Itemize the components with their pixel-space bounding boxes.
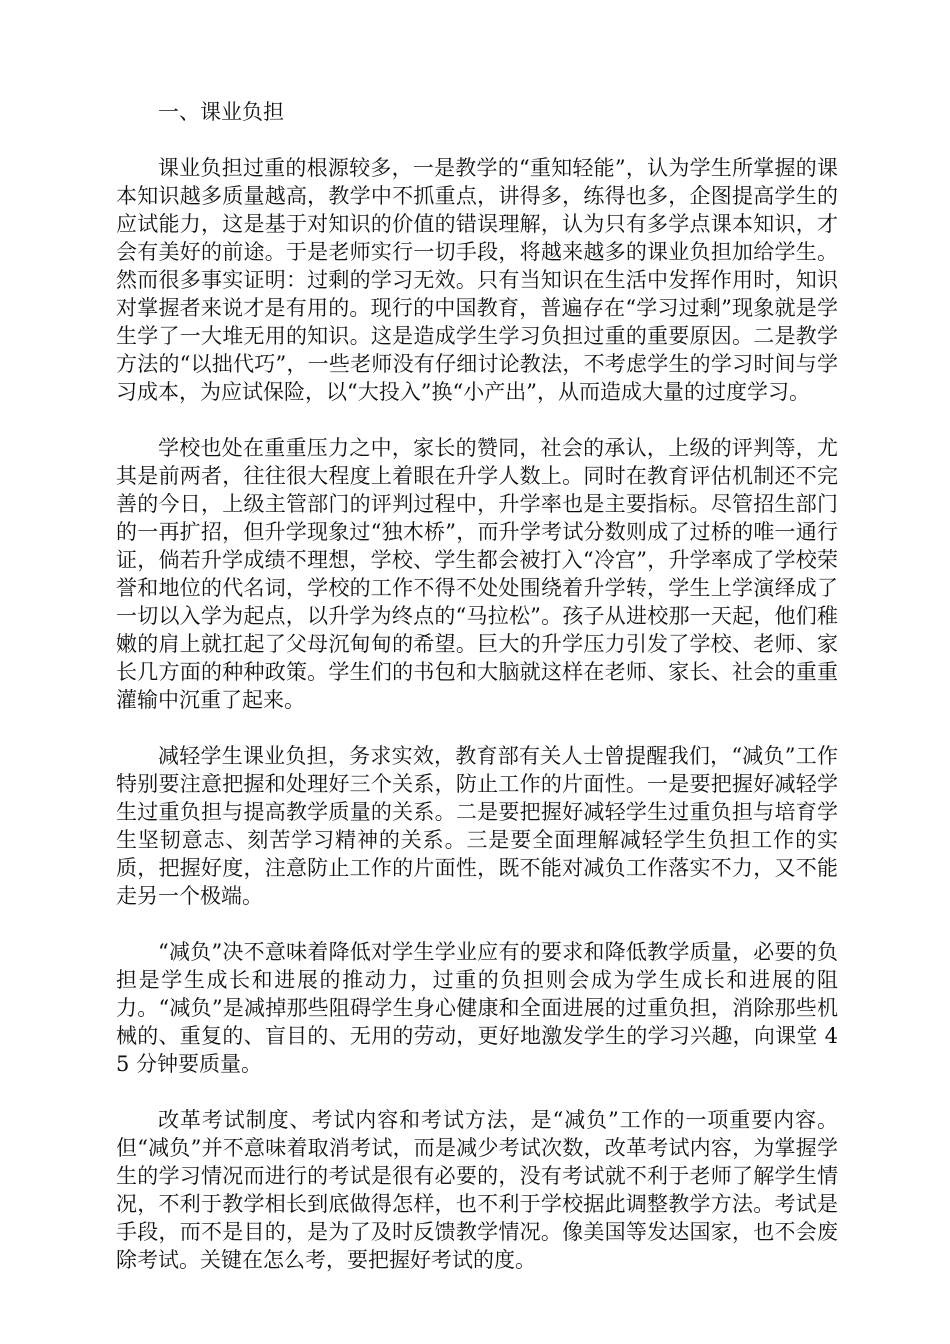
document-body xyxy=(116,98,838,1274)
paragraph-4: “减负”决不意味着降低对学生学业应有的要求和降低教学质量，必要的负担是学生成长和进展的推动力，过重的负担则会成为学生成长和进展的阻力。“减负”是减掉那些阻碍学生身心健康和全面进展的过重负担，消除那些机械的、重复的、盲目的、无用的劳动，更好地激发学生的学习兴趣，向课堂 45 分钟要质量。 xyxy=(116,940,838,1076)
paragraph-2: 学校也处在重重压力之中，家长的赞同，社会的承认，上级的评判等，尤其是前两者，往往很大程度上着眼在升学人数上。同时在教育评估机制还不完善的今日，上级主管部门的评判过程中，升学率也是主要指标。尽管招生部门的一再扩招，但升学现象过“独木桥”，而升学考试分数则成了过桥的唯一通行证，倘若升学成绩不理想，学校、学生都会被打入“冷宫”，升学率成了学校荣誉和地位的代名词，学校的工作不得不处处围绕着升学转，学生上学演绎成了一切以入学为起点，以升学为终点的“马拉松”。孩子从进校那一天起，他们稚嫩的肩上就扛起了父母沉甸甸的希望。巨大的升学压力引发了学校、老师、家长几方面的种种政策。学生们的书包和大脑就这样在老师、家长、社会的重重灌输中沉重了起来。 xyxy=(116,436,838,712)
paragraph-5: 改革考试制度、考试内容和考试方法，是“减负”工作的一项重要内容。但“减负”并不意味着取消考试，而是减少考试次数，改革考试内容，为掌握学生的学习情况而进行的考试是很有必要的，没有考试就不利于老师了解学生情况，不利于教学相长到底做得怎样，也不利于学校据此调整教学方法。考试是手段，而不是目的，是为了及时反馈教学情况。像美国等发达国家，也不会废除考试。关键在怎么考，要把握好考试的度。 xyxy=(116,1108,838,1272)
paragraph-1: 课业负担过重的根源较多，一是教学的“重知轻能”，认为学生所掌握的课本知识越多质量越高，教学中不抓重点，讲得多，练得也多，企图提高学生的应试能力，这是基于对知识的价值的错误理解，认为只有多学点课本知识，才会有美好的前途。于是老师实行一切手段，将越来越多的课业负担加给学生。然而很多事实证明：过剩的学习无效。只有当知识在生活中发挥作用时，知识对掌握者来说才是有用的。现行的中国教育，普遍存在“学习过剩”现象就是学生学了一大堆无用的知识。这是造成学生学习负担过重的重要原因。二是教学方法的“以拙代巧”，一些老师没有仔细讨论教法，不考虑学生的学习时间与学习成本，为应试保险，以“大投入”换“小产出”，从而造成大量的过度学习。 xyxy=(116,156,838,404)
paragraph-3: 减轻学生课业负担，务求实效，教育部有关人士曾提醒我们，“减负”工作特别要注意把握和处理好三个关系，防止工作的片面性。一是要把握好减轻学生过重负担与提高教学质量的关系。二是要把握好减轻学生过重负担与培育学生坚韧意志、刻苦学习精神的关系。三是要全面理解减轻学生负担工作的实质，把握好度，注意防止工作的片面性，既不能对减负工作落实不力，又不能走另一个极端。 xyxy=(116,744,838,908)
section-heading: 一、课业负担 xyxy=(158,100,284,124)
